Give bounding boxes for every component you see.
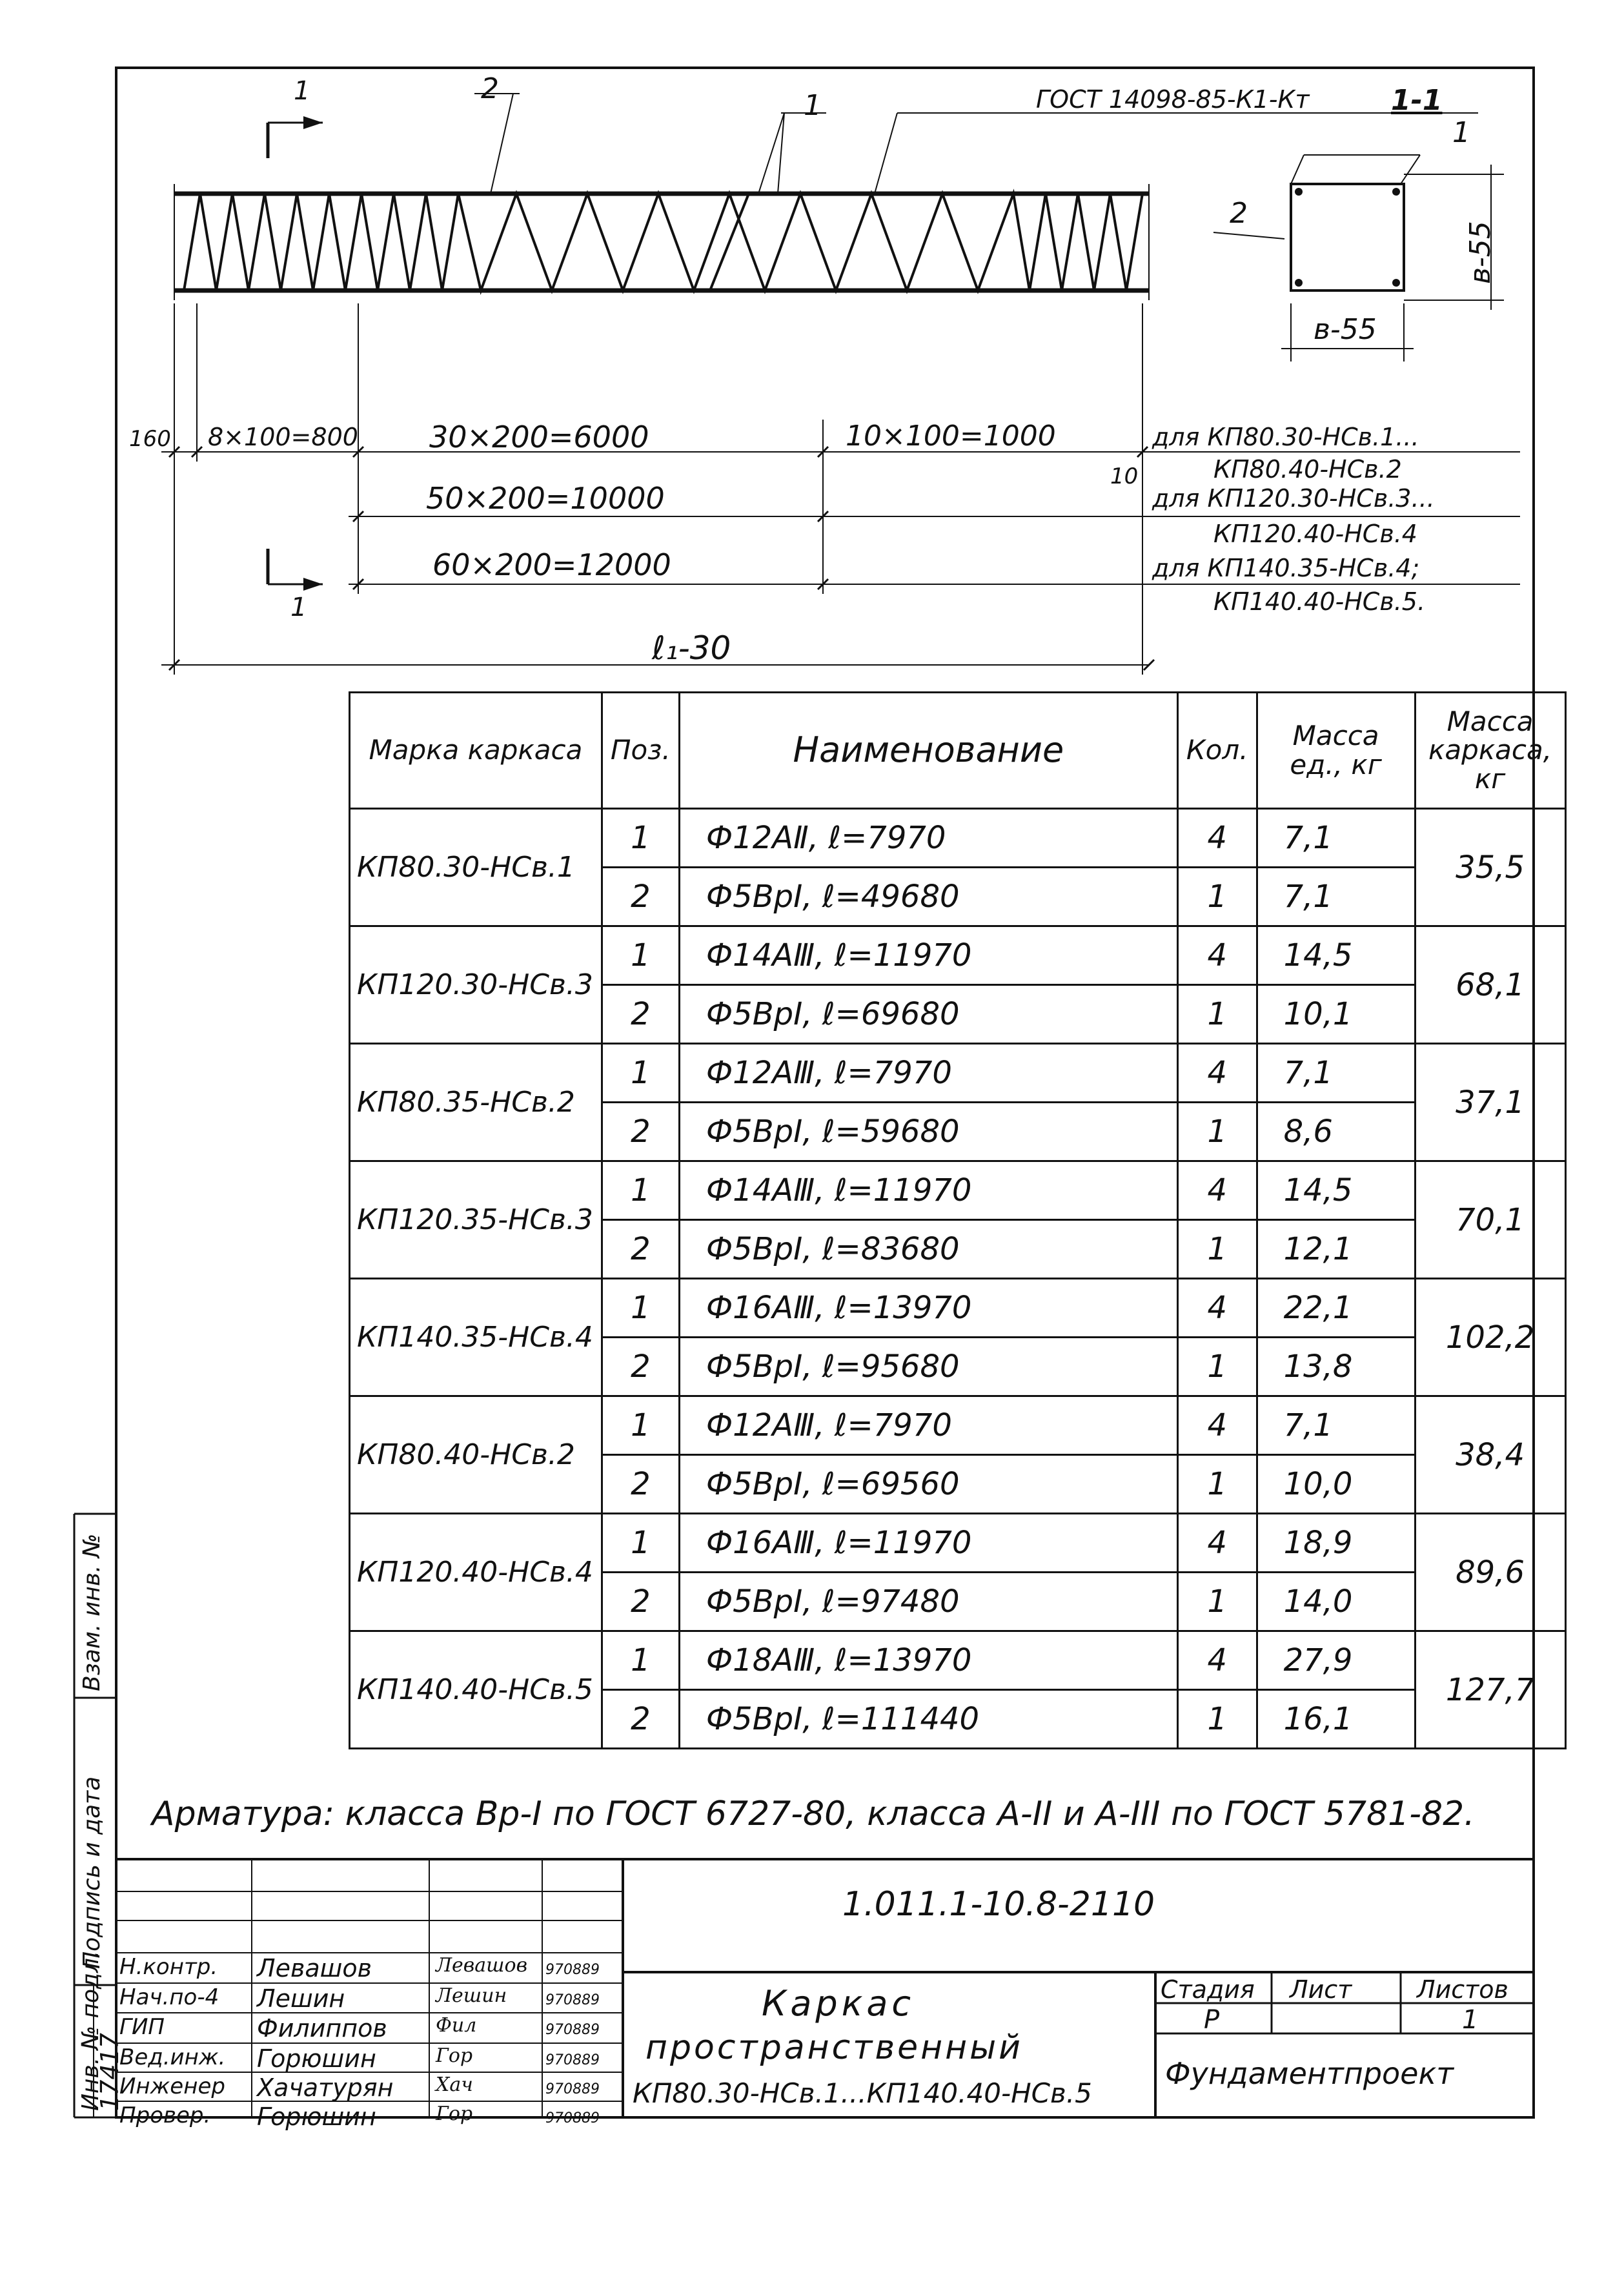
unit-mass-cell: 18,9 [1257, 1514, 1415, 1573]
item-name-cell: Ф5ВрⅠ, ℓ=83680 [679, 1220, 1177, 1279]
item-name-cell: Ф12АⅢ, ℓ=7970 [679, 1044, 1177, 1103]
quantity-cell: 1 [1177, 1690, 1257, 1749]
specification-table [349, 691, 1567, 1749]
margin-inv-original: Инв. № подл. [77, 1950, 104, 2111]
position-cell: 1 [602, 1161, 679, 1220]
margin-inv-number: 17417 [96, 2033, 124, 2111]
dim-50x200: 50×200=10000 [426, 481, 665, 516]
staff-date: 970889 [545, 1992, 600, 2008]
position-cell: 2 [602, 1103, 679, 1161]
frame-mass-cell: 127,7 [1415, 1631, 1565, 1749]
frame-mark-cell: КП120.30-НСв.3 [350, 926, 602, 1044]
unit-mass-cell: 7,1 [1257, 1044, 1415, 1103]
section-dim-width: в-55 [1314, 313, 1377, 346]
item-name-cell: Ф16АⅢ, ℓ=13970 [679, 1279, 1177, 1338]
frame-mass-cell: 38,4 [1415, 1396, 1565, 1514]
staff-date: 970889 [545, 2110, 600, 2126]
frame-mass-cell: 70,1 [1415, 1161, 1565, 1279]
quantity-cell: 4 [1177, 926, 1257, 985]
position-cell: 1 [602, 1631, 679, 1690]
position-cell: 2 [602, 1338, 679, 1396]
dim-60x200: 60×200=12000 [432, 547, 671, 582]
staff-name: Горюшин [257, 2103, 376, 2131]
margin-signature-date: Подпись и дата [79, 1776, 105, 1969]
position-cell: 1 [602, 1396, 679, 1455]
quantity-cell: 4 [1177, 1279, 1257, 1338]
quantity-cell: 1 [1177, 985, 1257, 1044]
quantity-cell: 1 [1177, 868, 1257, 926]
unit-mass-cell: 12,1 [1257, 1220, 1415, 1279]
unit-mass-cell: 10,1 [1257, 985, 1415, 1044]
quantity-cell: 4 [1177, 1161, 1257, 1220]
position-cell: 2 [602, 1220, 679, 1279]
quantity-cell: 4 [1177, 1514, 1257, 1573]
position-cell: 2 [602, 1690, 679, 1749]
title-line-2: пространственный [645, 2028, 1023, 2067]
frame-mark-cell: КП80.40-НСв.2 [350, 1396, 602, 1514]
staff-signature: Фил [436, 2014, 477, 2037]
position-cell: 2 [602, 868, 679, 926]
staff-role: Инженер [119, 2073, 225, 2099]
callout-2: 2 [481, 72, 499, 105]
staff-signature: Гор [436, 2044, 473, 2067]
header-unit-mass: Масса ед., кг [1257, 693, 1415, 809]
reinforcement-footnote: Арматура: класса Вр-I по ГОСТ 6727-80, класса А-II и А-III по ГОСТ 5781-82. [152, 1795, 1475, 1833]
position-cell: 2 [602, 1573, 679, 1631]
unit-mass-cell: 13,8 [1257, 1338, 1415, 1396]
gost-label: ГОСТ 14098-85-К1-Кт [1036, 85, 1310, 114]
unit-mass-cell: 10,0 [1257, 1455, 1415, 1514]
frame-mass-cell: 89,6 [1415, 1514, 1565, 1631]
cut-mark-label-bottom: 1 [290, 593, 307, 622]
organization: Фундаментпроект [1165, 2056, 1454, 2091]
table-body [350, 809, 1566, 1749]
unit-mass-cell: 7,1 [1257, 868, 1415, 926]
unit-mass-cell: 8,6 [1257, 1103, 1415, 1161]
note-1: для КП80.30-НСв.1... [1152, 423, 1419, 451]
callout-1: 1 [804, 89, 822, 122]
position-cell: 1 [602, 809, 679, 868]
dim-160: 160 [129, 426, 171, 452]
staff-name: Хачатурян [257, 2073, 394, 2102]
table-row [350, 926, 1566, 985]
sheets-value: 1 [1462, 2005, 1479, 2035]
staff-date: 970889 [545, 2081, 600, 2097]
quantity-cell: 1 [1177, 1455, 1257, 1514]
staff-date: 970889 [545, 2022, 600, 2038]
quantity-cell: 4 [1177, 1044, 1257, 1103]
unit-mass-cell: 7,1 [1257, 809, 1415, 868]
table-header-row [350, 693, 1566, 809]
header-qty: Кол. [1177, 693, 1257, 809]
frame-mark-cell: КП80.30-НСв.1 [350, 809, 602, 926]
staff-role: Провер. [119, 2103, 211, 2128]
section-callout-2: 2 [1230, 197, 1248, 230]
quantity-cell: 4 [1177, 1631, 1257, 1690]
table-row [350, 809, 1566, 868]
frame-mark-cell: КП140.35-НСв.4 [350, 1279, 602, 1396]
section-callout-1: 1 [1452, 116, 1470, 149]
staff-signature: Левашов [436, 1954, 528, 1977]
dim-10: 10 [1110, 464, 1139, 489]
item-name-cell: Ф12АⅢ, ℓ=7970 [679, 1396, 1177, 1455]
unit-mass-cell: 7,1 [1257, 1396, 1415, 1455]
stage-header: Стадия [1161, 1975, 1255, 2004]
table-row [350, 1279, 1566, 1338]
item-name-cell: Ф5ВрⅠ, ℓ=59680 [679, 1103, 1177, 1161]
staff-role: ГИП [119, 2014, 165, 2040]
position-cell: 1 [602, 1514, 679, 1573]
staff-role: Нач.по-4 [119, 1984, 219, 2010]
dim-l1: ℓ₁-30 [652, 629, 731, 667]
unit-mass-cell: 14,5 [1257, 926, 1415, 985]
quantity-cell: 4 [1177, 809, 1257, 868]
quantity-cell: 1 [1177, 1573, 1257, 1631]
quantity-cell: 1 [1177, 1220, 1257, 1279]
item-name-cell: Ф12АⅡ, ℓ=7970 [679, 809, 1177, 868]
staff-date: 970889 [545, 1962, 600, 1978]
sheets-header: Листов [1417, 1975, 1508, 2004]
staff-role: Н.контр. [119, 1954, 218, 1980]
quantity-cell: 4 [1177, 1396, 1257, 1455]
frame-mass-cell: 37,1 [1415, 1044, 1565, 1161]
frame-mass-cell: 68,1 [1415, 926, 1565, 1044]
staff-name: Левашов [257, 1954, 372, 1982]
frame-mark-cell: КП80.35-НСв.2 [350, 1044, 602, 1161]
table-row [350, 1396, 1566, 1455]
position-cell: 2 [602, 1455, 679, 1514]
item-name-cell: Ф14АⅢ, ℓ=11970 [679, 1161, 1177, 1220]
unit-mass-cell: 16,1 [1257, 1690, 1415, 1749]
stage-value: Р [1204, 2005, 1220, 2035]
doc-code: 1.011.1-10.8-2110 [842, 1885, 1155, 1924]
position-cell: 1 [602, 926, 679, 985]
table-row [350, 1044, 1566, 1103]
note-5: для КП140.35-НСв.4; [1152, 554, 1420, 582]
unit-mass-cell: 27,9 [1257, 1631, 1415, 1690]
staff-name: Горюшин [257, 2044, 376, 2073]
header-name: Наименование [679, 693, 1177, 809]
item-name-cell: Ф5ВрⅠ, ℓ=49680 [679, 868, 1177, 926]
title-line-3: КП80.30-НСв.1...КП140.40-НСв.5 [633, 2077, 1092, 2109]
unit-mass-cell: 14,5 [1257, 1161, 1415, 1220]
dim-30x200: 30×200=6000 [429, 420, 649, 454]
item-name-cell: Ф5ВрⅠ, ℓ=95680 [679, 1338, 1177, 1396]
item-name-cell: Ф18АⅢ, ℓ=13970 [679, 1631, 1177, 1690]
cut-mark-label-top: 1 [294, 76, 310, 106]
note-4: КП120.40-НСв.4 [1213, 520, 1417, 548]
note-2: КП80.40-НСв.2 [1213, 455, 1402, 484]
margin-inv-replace: Взам. инв. № [79, 1533, 105, 1691]
table-row [350, 1161, 1566, 1220]
dim-10x100: 10×100=1000 [846, 420, 1056, 453]
staff-signature: Гор [436, 2103, 473, 2125]
position-cell: 1 [602, 1044, 679, 1103]
frame-mark-cell: КП120.35-НСв.3 [350, 1161, 602, 1279]
table-row [350, 1631, 1566, 1690]
table-row [350, 1514, 1566, 1573]
unit-mass-cell: 22,1 [1257, 1279, 1415, 1338]
quantity-cell: 1 [1177, 1103, 1257, 1161]
staff-signature: Лешин [436, 1984, 507, 2007]
frame-mark-cell: КП140.40-НСв.5 [350, 1631, 602, 1749]
item-name-cell: Ф5ВрⅠ, ℓ=97480 [679, 1573, 1177, 1631]
frame-mark-cell: КП120.40-НСв.4 [350, 1514, 602, 1631]
staff-role: Вед.инж. [119, 2044, 226, 2070]
sheet-header: Лист [1290, 1975, 1352, 2004]
quantity-cell: 1 [1177, 1338, 1257, 1396]
header-frame-mass: Масса каркаса, кг [1415, 693, 1565, 809]
frame-mass-cell: 102,2 [1415, 1279, 1565, 1396]
header-mark: Марка каркаса [350, 693, 602, 809]
item-name-cell: Ф5ВрⅠ, ℓ=69560 [679, 1455, 1177, 1514]
item-name-cell: Ф5ВрⅠ, ℓ=111440 [679, 1690, 1177, 1749]
header-pos: Поз. [602, 693, 679, 809]
item-name-cell: Ф16АⅢ, ℓ=11970 [679, 1514, 1177, 1573]
note-3: для КП120.30-НСв.3... [1152, 484, 1435, 513]
staff-signature: Хач [436, 2073, 473, 2096]
item-name-cell: Ф14АⅢ, ℓ=11970 [679, 926, 1177, 985]
item-name-cell: Ф5ВрⅠ, ℓ=69680 [679, 985, 1177, 1044]
staff-name: Филиппов [257, 2014, 387, 2043]
title-line-1: Каркас [762, 1983, 915, 2024]
staff-name: Лешин [257, 1984, 345, 2013]
section-label: 1-1 [1391, 84, 1443, 117]
position-cell: 1 [602, 1279, 679, 1338]
unit-mass-cell: 14,0 [1257, 1573, 1415, 1631]
position-cell: 2 [602, 985, 679, 1044]
staff-date: 970889 [545, 2052, 600, 2068]
dim-8x100: 8×100=800 [208, 423, 358, 451]
note-6: КП140.40-НСв.5. [1213, 587, 1426, 616]
frame-mass-cell: 35,5 [1415, 809, 1565, 926]
section-dim-height: в-55 [1464, 221, 1497, 284]
